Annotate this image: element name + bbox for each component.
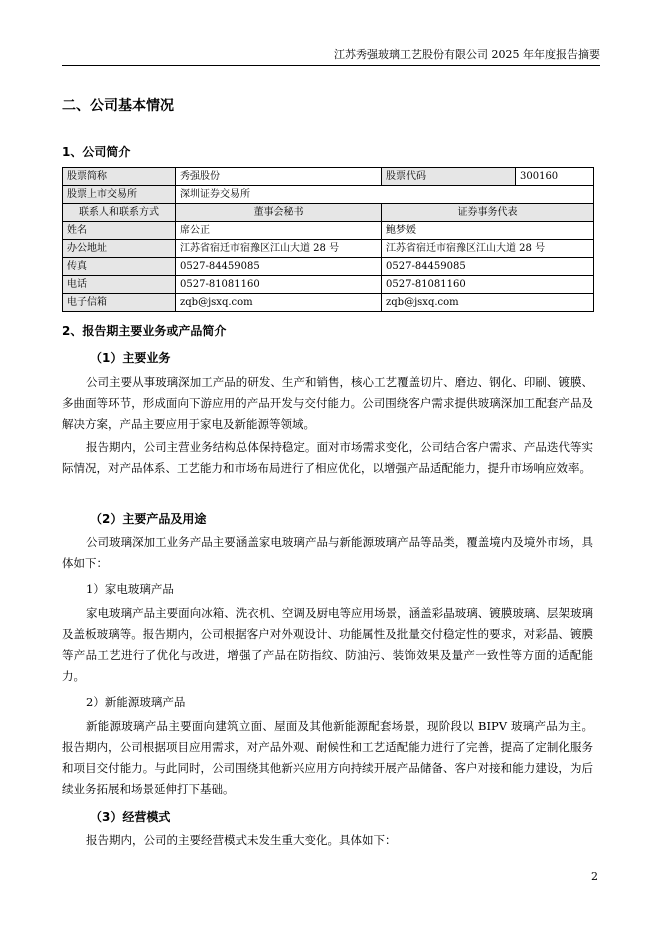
page-number: 2 <box>591 870 598 883</box>
new-energy-glass-paragraph: 新能源玻璃产品主要面向建筑立面、屋面及其他新能源配套场景，现阶段以 BIPV 玻璃产品为主。报告期内，公司根据项目应用需求，对产品外观、耐候性和工艺适配能力进行了完善，提高了定制化服务和项目交付能力。与此同时，公司围绕其他新兴应用方向持续开展产品储备、客户对接和能力建设，为后续业务拓展和场景延伸打下基础。 <box>62 719 593 796</box>
exchange: 深圳证券交易所 <box>176 186 594 204</box>
secretary-email: zqb@jsxq.com <box>176 294 382 312</box>
secretary-fax: 0527-84459085 <box>176 258 382 276</box>
main-business-paragraph-1: 公司主要从事玻璃深加工产品的研发、生产和销售，核心工艺覆盖切片、磨边、钢化、印刷、镀膜、多曲面等环节，形成面向下游应用的产品开发与交付能力。公司围绕客户需求提供玻璃深加工配套产品及解决方案，产品主要应用于家电及新能源等领域。 <box>62 375 593 431</box>
stock-name-label: 股票简称 <box>63 168 176 186</box>
header-rule <box>62 65 600 66</box>
section-title: 二、公司基本情况 <box>62 98 174 114</box>
table-row <box>63 168 594 186</box>
products-title: （2）主要产品及用途 <box>90 512 207 526</box>
rep-label: 证券事务代表 <box>382 204 594 222</box>
secretary-label: 董事会秘书 <box>176 204 382 222</box>
business-model-title: （3）经营模式 <box>90 810 171 824</box>
products-intro: 公司玻璃深加工业务产品主要涵盖家电玻璃产品与新能源玻璃产品等品类，覆盖境内及境外市场，具体如下： <box>62 535 593 570</box>
fax-label: 传真 <box>63 258 176 276</box>
rep-email: zqb@jsxq.com <box>382 294 594 312</box>
page-header: 江苏秀强玻璃工艺股份有限公司 2025 年年度报告摘要 <box>334 48 600 61</box>
business-heading: 2、报告期主要业务或产品简介 <box>62 324 227 338</box>
secretary-phone: 0527-81081160 <box>176 276 382 294</box>
company-profile-table <box>62 167 594 312</box>
home-appliance-glass-title: 1）家电玻璃产品 <box>86 582 174 596</box>
table-row <box>63 186 594 204</box>
table-row <box>63 204 594 222</box>
stock-code: 300160 <box>516 168 594 186</box>
name-label: 姓名 <box>63 222 176 240</box>
stock-code-label: 股票代码 <box>382 168 516 186</box>
main-business-title: （1）主要业务 <box>90 351 171 365</box>
email-label: 电子信箱 <box>63 294 176 312</box>
rep-phone: 0527-81081160 <box>382 276 594 294</box>
rep-fax: 0527-84459085 <box>382 258 594 276</box>
exchange-label: 股票上市交易所 <box>63 186 176 204</box>
main-business-paragraph-2: 报告期内，公司主营业务结构总体保持稳定。面对市场需求变化，公司结合客户需求、产品迭代等实际情况，对产品体系、工艺能力和市场布局进行了相应优化，以增强产品适配能力，提升市场响应效率。 <box>62 440 593 475</box>
company-profile-heading: 1、公司简介 <box>62 145 131 159</box>
table-row <box>63 276 594 294</box>
home-appliance-glass-paragraph: 家电玻璃产品主要面向冰箱、洗衣机、空调及厨电等应用场景，涵盖彩晶玻璃、镀膜玻璃、层架玻璃及盖板玻璃等。报告期内，公司根据客户对外观设计、功能属性及批量交付稳定性的要求，对彩晶、镀膜等产品工艺进行了优化与改进，增强了产品在防指纹、防油污、装饰效果及量产一致性等方面的适配能力。 <box>62 606 593 683</box>
secretary-name: 席公正 <box>176 222 382 240</box>
phone-label: 电话 <box>63 276 176 294</box>
table-row <box>63 294 594 312</box>
secretary-address: 江苏省宿迁市宿豫区江山大道 28 号 <box>176 240 382 258</box>
table-row <box>63 258 594 276</box>
table-row <box>63 240 594 258</box>
contact-label: 联系人和联系方式 <box>63 204 176 222</box>
business-model-paragraph: 报告期内，公司的主要经营模式未发生重大变化。具体如下： <box>86 833 397 847</box>
address-label: 办公地址 <box>63 240 176 258</box>
stock-name: 秀强股份 <box>176 168 382 186</box>
table-row <box>63 222 594 240</box>
rep-name: 鲍梦媛 <box>382 222 594 240</box>
new-energy-glass-title: 2）新能源玻璃产品 <box>86 695 186 709</box>
rep-address: 江苏省宿迁市宿豫区江山大道 28 号 <box>382 240 594 258</box>
